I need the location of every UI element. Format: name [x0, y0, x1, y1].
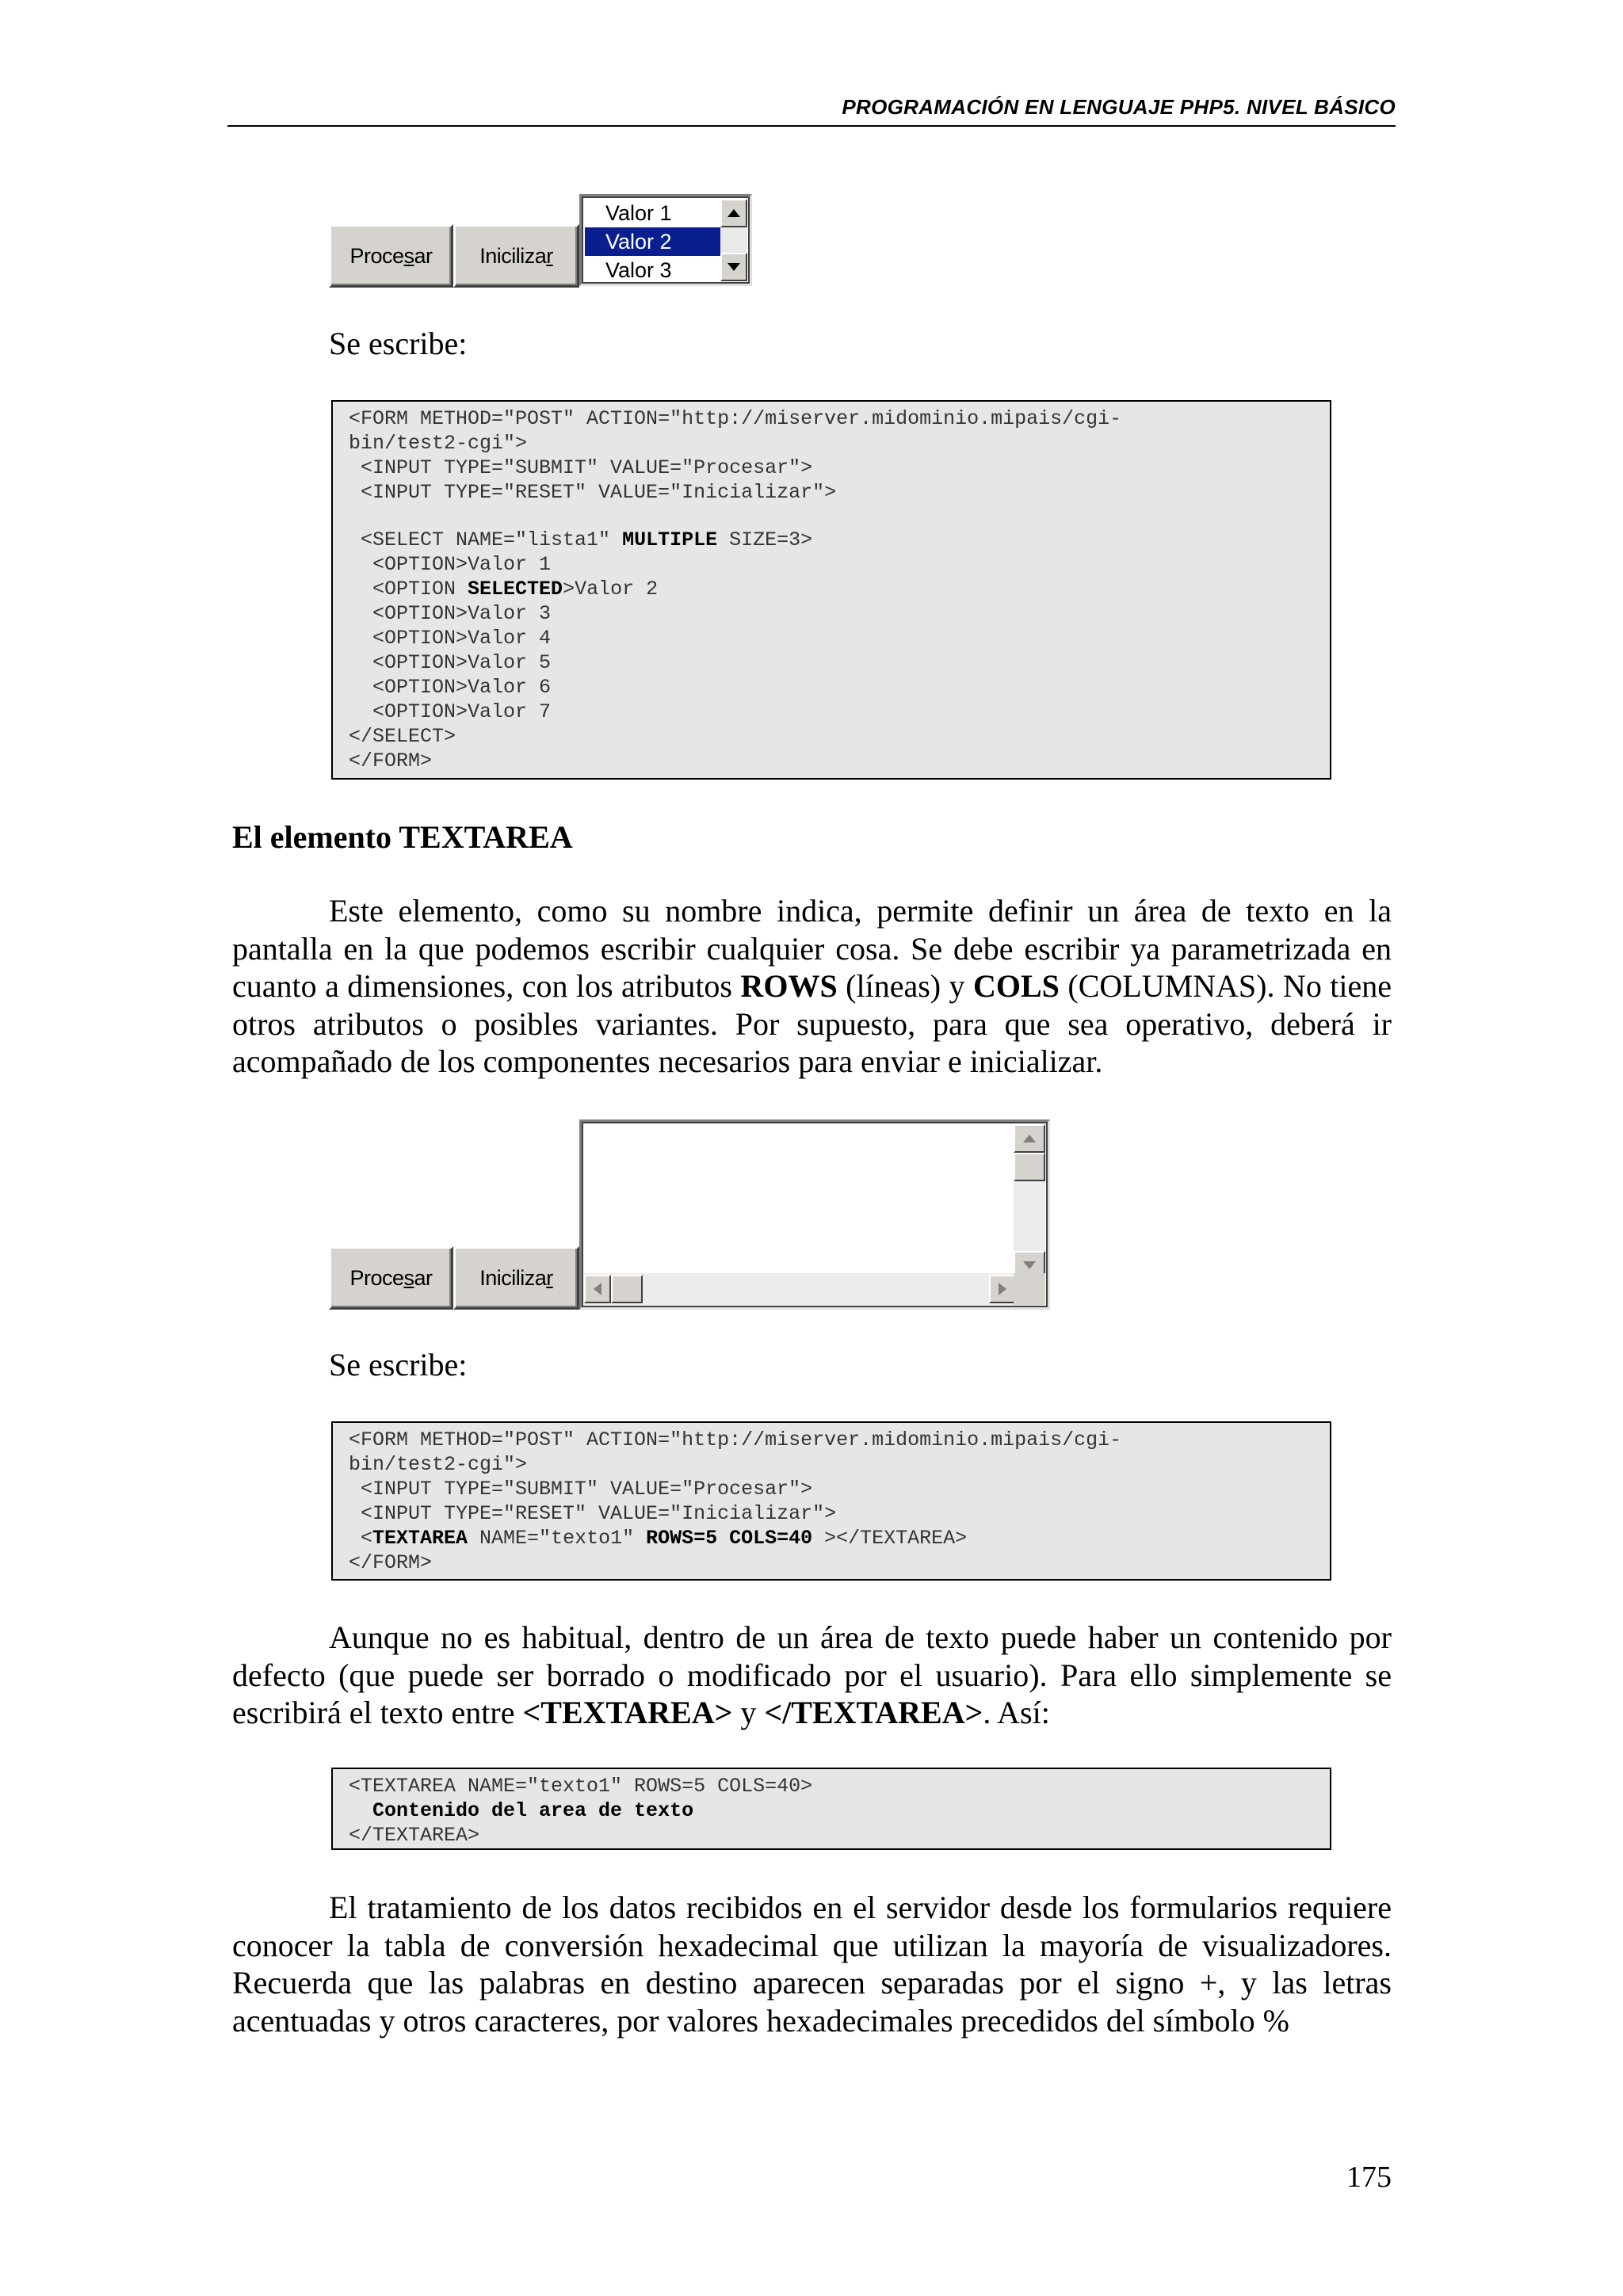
reset-label-pre: Iniciliza: [479, 243, 547, 268]
code-text: >Valor 2: [563, 578, 659, 601]
code-keyword: SELECTED: [468, 578, 563, 601]
code-line: <FORM METHOD="POST" ACTION="http://miserver.midominio.mipais/cgi-: [349, 1428, 1122, 1451]
reset-button-2[interactable]: [453, 1246, 579, 1310]
para-bold: </TEXTAREA>: [764, 1695, 983, 1730]
code-text: NAME="texto1": [468, 1527, 647, 1550]
arrow-right-icon: [999, 1283, 1006, 1295]
list-scrollbar[interactable]: [720, 199, 747, 281]
paragraph-hex-conversion: [232, 1889, 1392, 2039]
code-line: [349, 1526, 1330, 1550]
code-line: [349, 1798, 1330, 1823]
code-line: <OPTION>Valor 1: [349, 553, 552, 576]
code-keyword: TEXTAREA: [372, 1527, 468, 1550]
code-line: <OPTION>Valor 5: [349, 651, 552, 674]
para-bold: <TEXTAREA>: [522, 1695, 733, 1730]
code-line: <INPUT TYPE="SUBMIT" VALUE="Procesar">: [349, 456, 813, 479]
code-keyword: Contenido del area de texto: [349, 1799, 694, 1822]
multiple-select-list[interactable]: [579, 194, 752, 286]
submit-label-post: ar: [414, 1265, 433, 1290]
submit-label-post: ar: [414, 243, 433, 268]
code-line: </TEXTAREA>: [349, 1824, 480, 1847]
code-line: <OPTION>Valor 6: [349, 676, 552, 699]
code-line: bin/test2-cgi">: [349, 1453, 528, 1476]
submit-label-pre: Proce: [349, 1265, 404, 1290]
para-text: (COLUMNAS). No tiene otros atributos o posibles variantes. Por supuesto, para que sea operativo, deberá ir acompañado de los componentes necesarios para enviar e inicializar.: [232, 968, 1392, 1079]
code-line: bin/test2-cgi">: [349, 432, 528, 455]
section-heading: El elemento TEXTAREA: [232, 819, 573, 855]
para-text: . Así:: [983, 1695, 1050, 1730]
se-escribe-label-1: Se escribe:: [329, 326, 468, 361]
code-keyword: MULTIPLE: [622, 528, 718, 551]
code-line: <TEXTAREA NAME="texto1" ROWS=5 COLS=40>: [349, 1775, 813, 1798]
para-text: (líneas) y: [837, 968, 973, 1004]
scroll-right-button[interactable]: [989, 1275, 1016, 1303]
code-block-select: [331, 400, 1331, 780]
submit-label-accesskey: s: [403, 243, 414, 268]
textarea-vertical-scrollbar[interactable]: [1014, 1124, 1045, 1280]
code-block-textarea-content: [331, 1768, 1331, 1850]
list-option-valor-1[interactable]: Valor 1: [605, 201, 672, 225]
para-text: Aunque no es habitual, dentro de un área de texto puede haber un contenido por defecto (que puede ser borrado o modificado por el usuario). Para ello simplemente se escribirá el texto entre: [232, 1619, 1392, 1730]
code-keyword: ROWS=5 COLS=40: [646, 1527, 813, 1550]
arrow-left-icon: [594, 1283, 601, 1295]
scroll-left-button[interactable]: [584, 1275, 611, 1303]
running-header: PROGRAMACIÓN EN LENGUAJE PHP5. NIVEL BÁSICO: [227, 89, 1396, 127]
code-line: <FORM METHOD="POST" ACTION="http://miserver.midominio.mipais/cgi-: [349, 407, 1122, 430]
arrow-down-icon: [727, 263, 740, 271]
paragraph-textarea-intro: [232, 892, 1392, 1081]
code-text: <OPTION: [349, 578, 468, 601]
scroll-up-button[interactable]: [720, 199, 747, 227]
scroll-thumb[interactable]: [1014, 1153, 1045, 1181]
submit-label-pre: Proce: [349, 243, 404, 268]
code-line: <OPTION>Valor 7: [349, 700, 552, 723]
code-line: </FORM>: [349, 1551, 433, 1574]
scrollbar-corner: [1014, 1273, 1045, 1305]
arrow-up-icon: [1023, 1135, 1036, 1142]
code-line: </SELECT>: [349, 725, 456, 748]
submit-button-2[interactable]: [329, 1246, 453, 1310]
code-text: <SELECT NAME="lista1": [349, 528, 623, 551]
textarea-horizontal-scrollbar[interactable]: [584, 1273, 1016, 1305]
code-line: <OPTION>Valor 4: [349, 627, 552, 650]
paragraph-default-content: [232, 1619, 1392, 1732]
reset-label-accesskey: r: [546, 1265, 553, 1290]
code-line: [349, 577, 1330, 601]
reset-label-pre: Iniciliza: [479, 1265, 547, 1290]
se-escribe-label-2: Se escribe:: [329, 1347, 468, 1383]
code-text: ></TEXTAREA>: [812, 1527, 968, 1550]
code-line: <INPUT TYPE="SUBMIT" VALUE="Procesar">: [349, 1478, 813, 1501]
code-text: SIZE=3>: [717, 528, 813, 551]
para-bold: ROWS: [740, 968, 838, 1004]
code-line: <INPUT TYPE="RESET" VALUE="Inicializar">: [349, 1502, 837, 1525]
reset-button[interactable]: [453, 224, 579, 288]
code-line: [349, 528, 1330, 552]
code-text: <: [349, 1527, 373, 1550]
arrow-up-icon: [727, 209, 740, 217]
code-line: <OPTION>Valor 3: [349, 602, 552, 625]
textarea-field[interactable]: [579, 1119, 1050, 1310]
scroll-h-thumb[interactable]: [611, 1275, 643, 1303]
para-text: Este elemento, como su nombre indica, permite definir un área de texto en la pantalla en la que podemos escribir cualquier cosa. Se debe escribir ya parametrizada en cuanto a dimensiones, con los atributos: [232, 893, 1392, 1004]
code-line: </FORM>: [349, 749, 433, 772]
code-line: <INPUT TYPE="RESET" VALUE="Inicializar">: [349, 481, 837, 504]
code-block-textarea: [331, 1421, 1331, 1581]
submit-label-accesskey: s: [403, 1265, 414, 1290]
para-text: y: [732, 1695, 765, 1730]
para-bold: COLS: [972, 968, 1060, 1004]
list-option-valor-2-selected[interactable]: Valor 2: [585, 227, 721, 256]
scroll-up-button[interactable]: [1014, 1124, 1045, 1153]
list-option-valor-3[interactable]: Valor 3: [605, 258, 672, 282]
submit-button[interactable]: [329, 224, 453, 288]
para-text: El tratamiento de los datos recibidos en el servidor desde los formularios requiere conocer la tabla de conversión hexadecimal que utilizan la mayoría de visualizadores. Recuerda que las palabras en destino aparecen separadas por el signo +, y las letras acentuadas y otros caracteres, por valores hexadecimales precedidos del símbolo %: [232, 1890, 1392, 2039]
reset-label-accesskey: r: [546, 243, 553, 268]
scroll-down-button[interactable]: [720, 253, 747, 281]
arrow-down-icon: [1023, 1261, 1036, 1269]
page-number: 175: [1346, 2161, 1392, 2194]
